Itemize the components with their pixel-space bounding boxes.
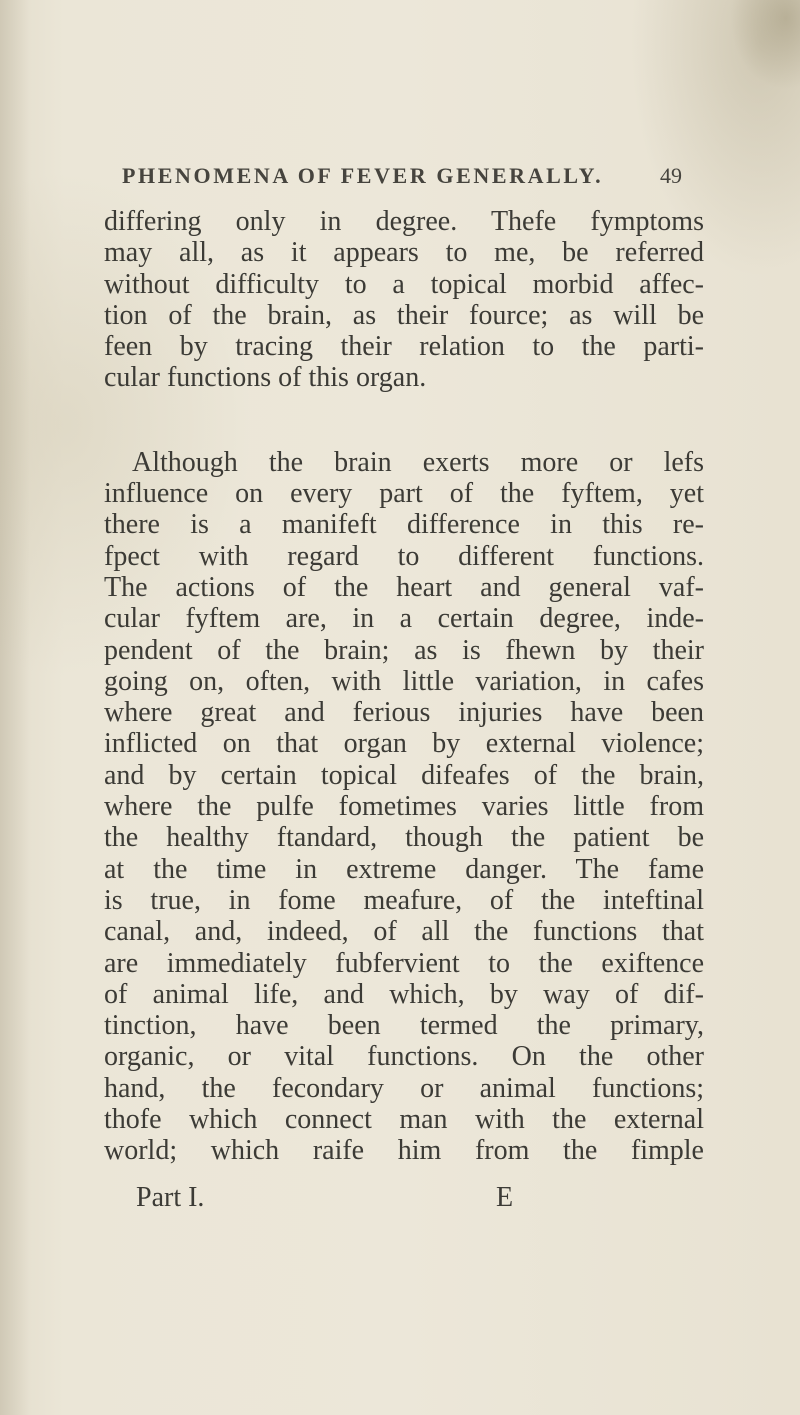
text-line: where great and ferious injuries have been (104, 697, 704, 729)
text-line: there is a manifeft difference in this re- (104, 509, 704, 541)
text-line: organic, or vital functions. On the other (104, 1041, 704, 1073)
text-line: canal, and, indeed, of all the functions that (104, 916, 704, 948)
text-line: feen by tracing their relation to the parti- (104, 331, 704, 363)
text-line: cular fyftem are, in a certain degree, inde- (104, 603, 704, 635)
text-line: hand, the fecondary or animal functions; (104, 1072, 704, 1104)
text-line: going on, often, with little variation, in cafes (104, 665, 704, 697)
page-footer (136, 1182, 556, 1216)
text-line: of animal life, and which, by way of dif- (104, 978, 704, 1010)
text-line: are immediately fubfervient to the exiftence (104, 947, 704, 979)
text-line: the healthy ftandard, though the patient be (104, 822, 704, 854)
corner-stain (730, 0, 800, 90)
page-number: 49 (660, 163, 682, 188)
text-line: tinction, have been termed the primary, (104, 1010, 704, 1042)
gutter-shadow (0, 0, 30, 1415)
text-line: influence on every part of the fyftem, yet (104, 478, 704, 510)
text-line: Although the brain exerts more or lefs (132, 446, 704, 478)
paragraph-2 (104, 447, 704, 1167)
running-title: PHENOMENA OF FEVER GENERALLY. (122, 163, 604, 188)
text-line: is true, in fome meafure, of the inteftinal (104, 884, 704, 916)
body-text (104, 206, 704, 1167)
text-line: world; which raife him from the fimple (104, 1135, 704, 1167)
paragraph-gap (104, 394, 704, 447)
part-label: Part I. (136, 1182, 205, 1213)
signature-mark: E (496, 1182, 514, 1213)
text-line: tion of the brain, as their fource; as will be (104, 299, 704, 331)
text-line: cular functions of this organ. (104, 362, 427, 394)
text-line: pendent of the brain; as is fhewn by their (104, 634, 704, 666)
text-line: differing only in degree. Thefe fymptoms (104, 206, 704, 237)
text-line: inflicted on that organ by external violence; (104, 728, 704, 760)
text-line: The actions of the heart and general vaf- (104, 571, 704, 603)
text-line: may all, as it appears to me, be referred (104, 237, 704, 269)
text-line: fpect with regard to different functions. (104, 540, 704, 572)
paragraph-1 (104, 206, 704, 394)
page-header (122, 163, 682, 195)
text-line: at the time in extreme danger. The fame (104, 853, 704, 885)
text-line: and by certain topical difeafes of the brain, (104, 759, 704, 791)
text-line: without difficulty to a topical morbid affec- (104, 268, 704, 300)
text-line: where the pulfe fometimes varies little from (104, 791, 704, 823)
text-line: thofe which connect man with the external (104, 1104, 704, 1136)
